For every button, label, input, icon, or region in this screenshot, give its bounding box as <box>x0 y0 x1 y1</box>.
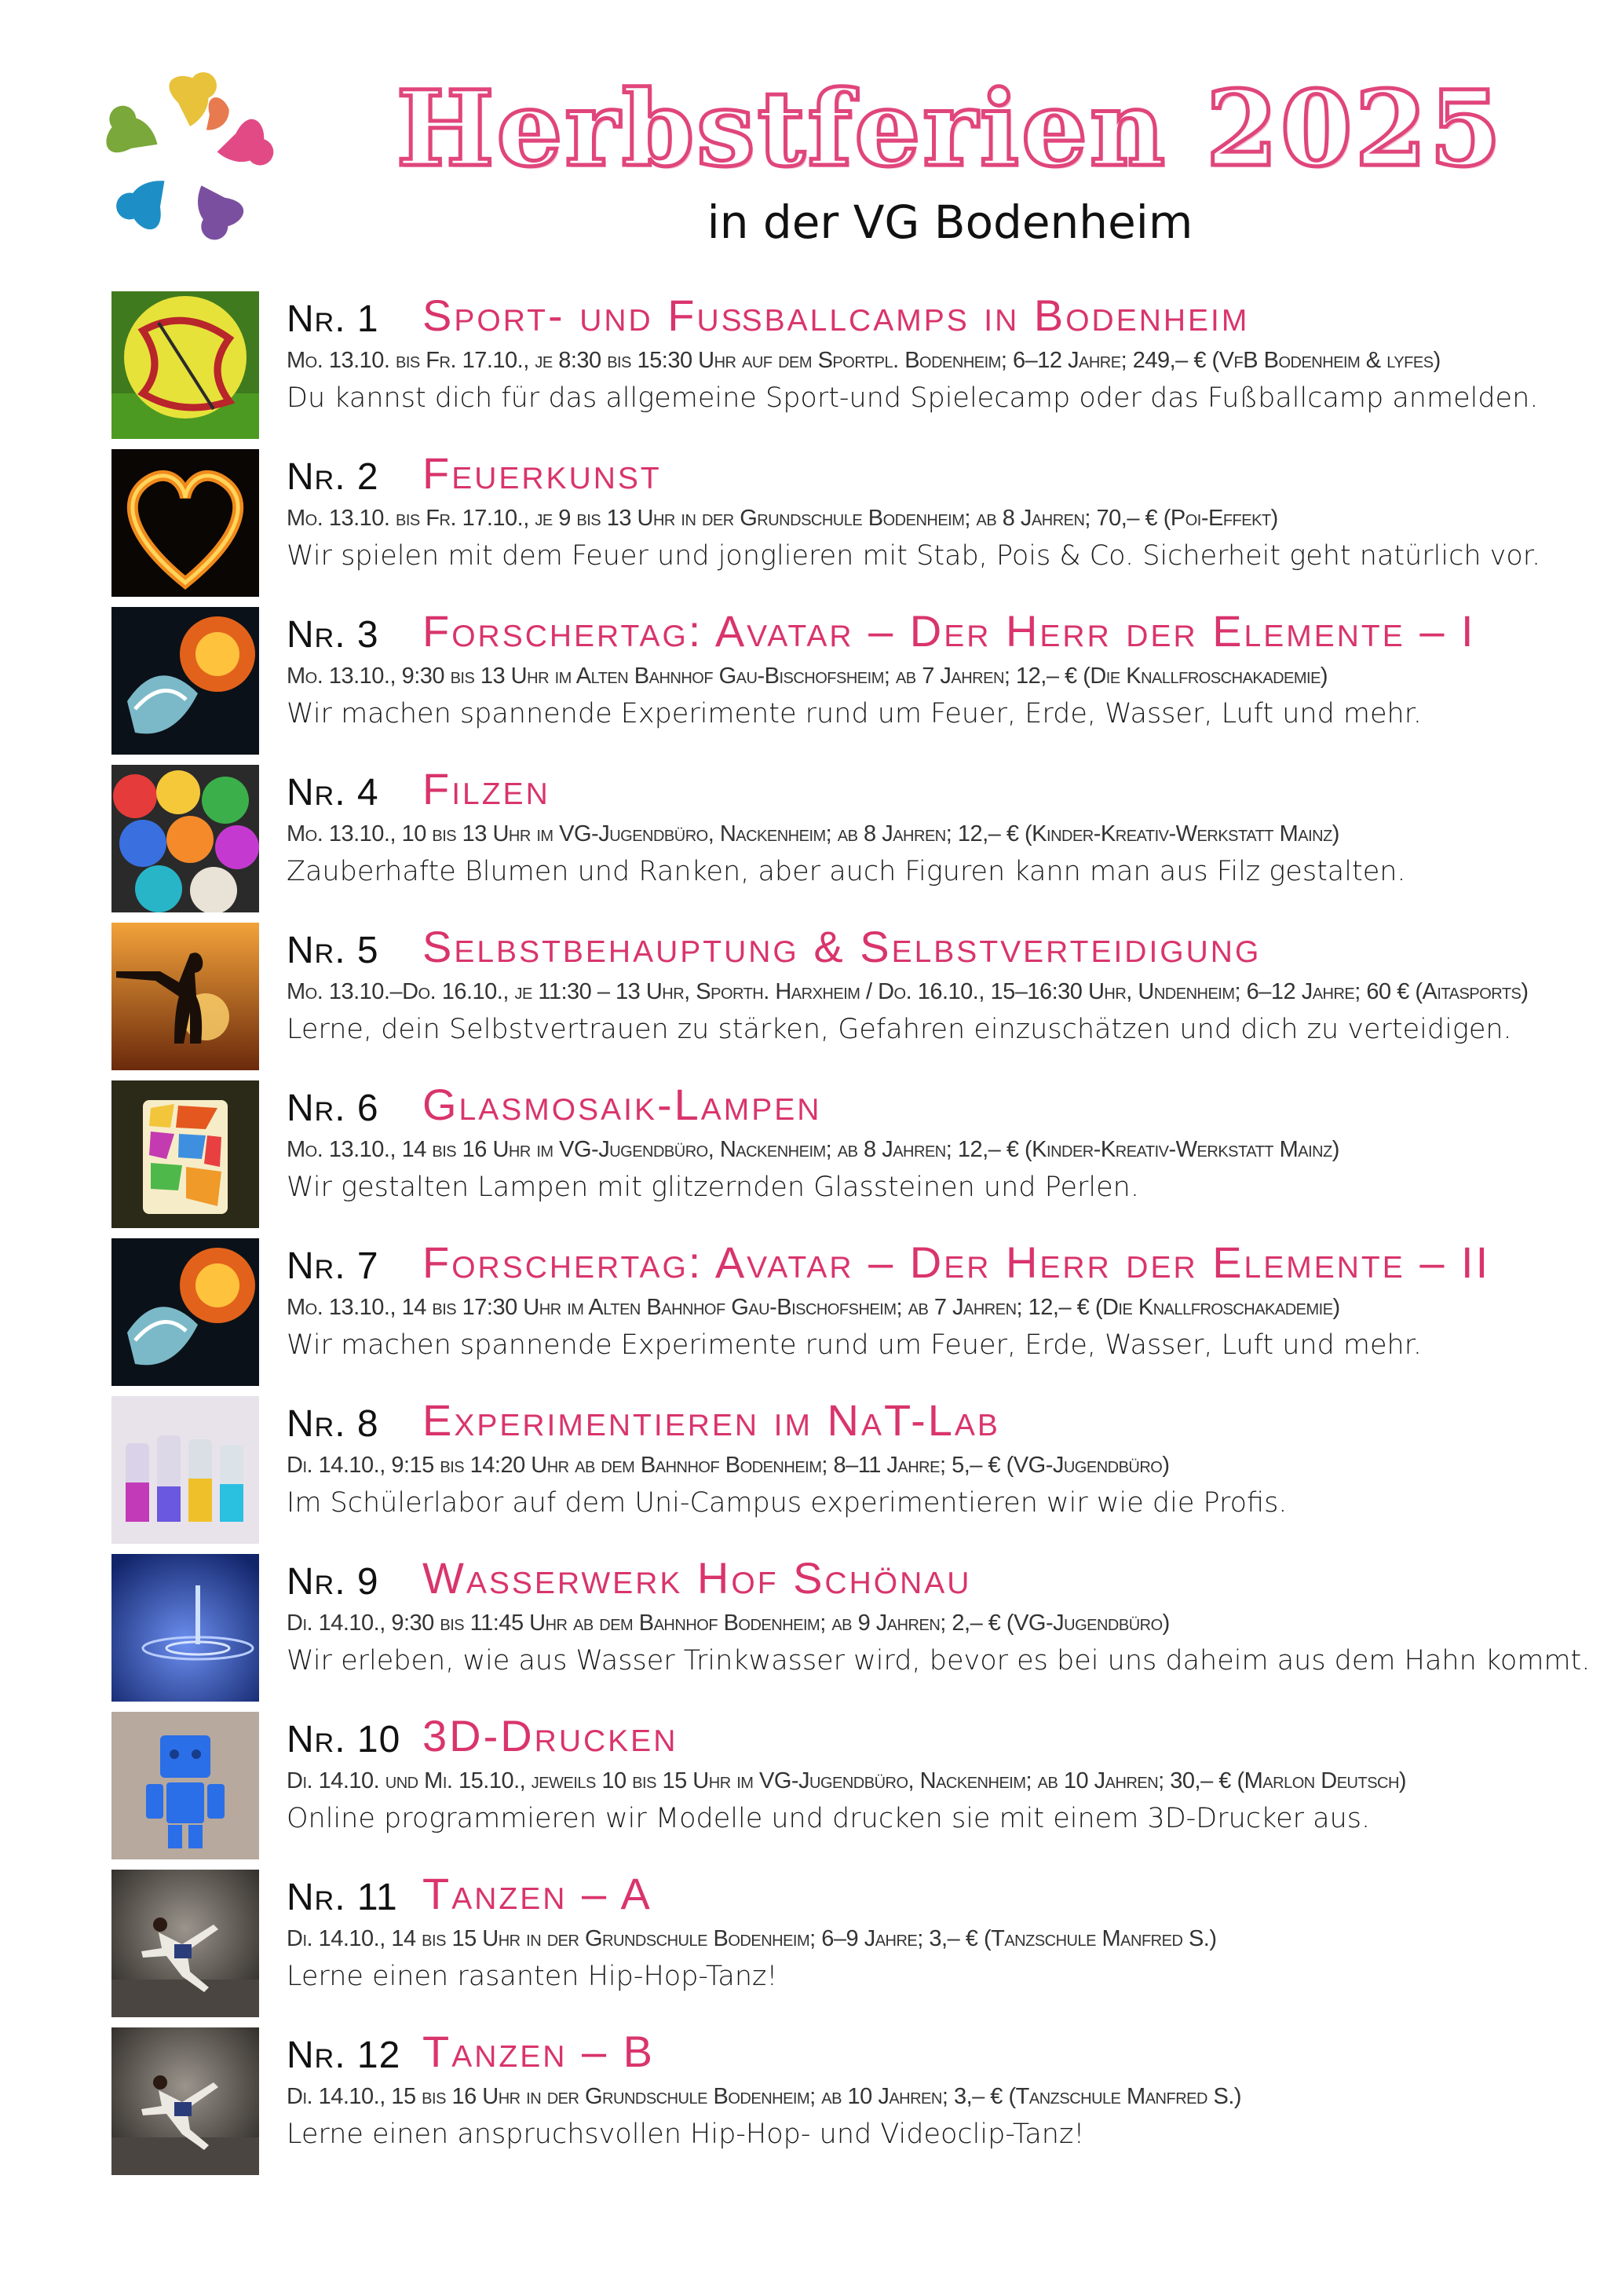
event-number: Nr. 10 <box>287 1719 401 1760</box>
football-on-grass-image <box>111 291 259 439</box>
event-details: Mo. 13.10. bis Fr. 17.10., je 9 bis 13 Uhr in der Grundschule Bodenheim; ab 8 Jahren; 70,– € (Poi-Effekt) <box>287 506 1278 531</box>
event-details: Mo. 13.10.–Do. 16.10., je 11:30 – 13 Uhr, Sporth. Harxheim / Do. 16.10., 15–16:30 Uhr, Undenheim; 6–12 Jahre; 60 € (Aitasports) <box>287 979 1529 1004</box>
event-number: Nr. 9 <box>287 1561 379 1603</box>
event-description: Im Schülerlabor auf dem Uni-Campus experimentieren wir wie die Profis. <box>287 1487 1288 1519</box>
event-title: Forschertag: Avatar – Der Herr der Elemente – I <box>422 606 1476 656</box>
event-description: Wir machen spannende Experimente rund um Feuer, Erde, Wasser, Luft und mehr. <box>287 1329 1423 1361</box>
event-description: Wir machen spannende Experimente rund um Feuer, Erde, Wasser, Luft und mehr. <box>287 698 1423 729</box>
event-number: Nr. 7 <box>287 1245 379 1287</box>
event-details: Mo. 13.10., 10 bis 13 Uhr im VG-Jugendbüro, Nackenheim; ab 8 Jahren; 12,– € (Kinder-Kreativ-Werkstatt Mainz) <box>287 821 1339 846</box>
event-details: Di. 14.10. und Mi. 15.10., jeweils 10 bis 15 Uhr im VG-Jugendbüro, Nackenheim; ab 10 Jahren; 30,– € (Marlon Deutsch) <box>287 1768 1407 1793</box>
fire-heart-image <box>111 449 259 597</box>
event-title: Selbstbehauptung & Selbstverteidigung <box>422 922 1262 971</box>
event-item <box>0 1391 1622 1541</box>
event-description: Wir erleben, wie aus Wasser Trinkwasser wird, bevor es bei uns daheim aus dem Hahn kommt. <box>287 1645 1591 1676</box>
event-number: Nr. 3 <box>287 614 379 656</box>
event-description: Lerne, dein Selbstvertrauen zu stärken, Gefahren einzuschätzen und dich zu verteidigen. <box>287 1014 1512 1045</box>
community-circle-logo-icon <box>96 72 276 243</box>
hiphop-dancer-image <box>111 1870 259 2017</box>
event-item <box>0 1549 1622 1698</box>
event-details: Di. 14.10., 9:15 bis 14:20 Uhr ab dem Bahnhof Bodenheim; 8–11 Jahre; 5,– € (VG-Jugendbüro) <box>287 1453 1170 1478</box>
fire-water-fists-image <box>111 607 259 755</box>
event-number: Nr. 11 <box>287 1877 398 1918</box>
event-title: Tanzen – A <box>422 1869 652 1918</box>
event-number: Nr. 2 <box>287 456 379 498</box>
event-item <box>0 1865 1622 2014</box>
self-defense-silhouette-image <box>111 923 259 1070</box>
event-details: Di. 14.10., 9:30 bis 11:45 Uhr ab dem Bahnhof Bodenheim; ab 9 Jahren; 2,– € (VG-Jugendbüro) <box>287 1610 1170 1636</box>
event-item <box>0 1076 1622 1225</box>
blue-robot-image <box>111 1712 259 1859</box>
event-number: Nr. 5 <box>287 930 379 971</box>
event-details: Mo. 13.10., 9:30 bis 13 Uhr im Alten Bahnhof Gau-Bischofsheim; ab 7 Jahren; 12,– € (Die Knallfroschakademie) <box>287 664 1328 689</box>
event-title: Filzen <box>422 764 550 813</box>
event-description: Lerne einen rasanten Hip-Hop-Tanz! <box>287 1961 778 1992</box>
event-title: Experimentieren im NaT-Lab <box>422 1395 1000 1445</box>
event-details: Di. 14.10., 14 bis 15 Uhr in der Grundschule Bodenheim; 6–9 Jahre; 3,– € (Tanzschule Manfred S.) <box>287 1926 1217 1951</box>
event-title: Sport- und Fußballcamps in Bodenheim <box>422 291 1250 340</box>
event-item <box>0 287 1622 436</box>
event-title: Forschertag: Avatar – Der Herr der Elemente – II <box>422 1238 1491 1287</box>
event-details: Di. 14.10., 15 bis 16 Uhr in der Grundschule Bodenheim; ab 10 Jahren; 3,– € (Tanzschule Manfred S.) <box>287 2084 1242 2109</box>
event-description: Lerne einen anspruchsvollen Hip-Hop- und Videoclip-Tanz! <box>287 2119 1085 2150</box>
event-title: Glasmosaik-Lampen <box>422 1080 822 1129</box>
event-description: Zauberhafte Blumen und Ranken, aber auch Figuren kann man aus Filz gestalten. <box>287 856 1406 887</box>
lab-flasks-image <box>111 1396 259 1544</box>
event-number: Nr. 12 <box>287 2035 401 2076</box>
event-number: Nr. 1 <box>287 298 379 340</box>
event-number: Nr. 4 <box>287 772 379 813</box>
event-description: Du kannst dich für das allgemeine Sport-und Spielecamp oder das Fußballcamp anmelden. <box>287 382 1539 414</box>
hiphop-dancer-image <box>111 2027 259 2175</box>
event-details: Mo. 13.10. bis Fr. 17.10., je 8:30 bis 15:30 Uhr auf dem Sportpl. Bodenheim; 6–12 Jahre; 249,– € (VfB Bodenheim & lyfes) <box>287 348 1441 373</box>
event-item <box>0 602 1622 751</box>
page-header <box>0 0 1622 267</box>
event-item <box>0 1707 1622 1856</box>
event-description: Wir spielen mit dem Feuer und jonglieren mit Stab, Pois & Co. Sicherheit geht natürlich vor. <box>287 540 1541 572</box>
event-item <box>0 918 1622 1067</box>
event-number: Nr. 6 <box>287 1088 379 1129</box>
event-details: Mo. 13.10., 14 bis 16 Uhr im VG-Jugendbüro, Nackenheim; ab 8 Jahren; 12,– € (Kinder-Kreativ-Werkstatt Mainz) <box>287 1137 1339 1162</box>
event-title: Feuerkunst <box>422 448 662 498</box>
event-item <box>0 1234 1622 1383</box>
fire-water-fists-image <box>111 1238 259 1386</box>
event-description: Wir gestalten Lampen mit glitzernden Glassteinen und Perlen. <box>287 1172 1139 1203</box>
event-item <box>0 444 1622 594</box>
event-description: Online programmieren wir Modelle und drucken sie mit einem 3D-Drucker aus. <box>287 1803 1371 1834</box>
event-item <box>0 2023 1622 2172</box>
event-title: Wasserwerk Hof Schönau <box>422 1553 972 1603</box>
event-title: Tanzen – B <box>422 2027 655 2076</box>
event-title: 3D-Drucken <box>422 1711 678 1760</box>
event-item <box>0 760 1622 909</box>
event-details: Mo. 13.10., 14 bis 17:30 Uhr im Alten Bahnhof Gau-Bischofsheim; ab 7 Jahren; 12,– € (Die Knallfroschakademie) <box>287 1295 1340 1320</box>
page-title: Herbstferien 2025 <box>396 68 1504 190</box>
event-number: Nr. 8 <box>287 1403 379 1445</box>
felt-balls-image <box>111 765 259 912</box>
glass-mosaic-lamp-image <box>111 1080 259 1228</box>
water-drop-image <box>111 1554 259 1702</box>
page-subtitle: in der VG Bodenheim <box>707 196 1193 249</box>
